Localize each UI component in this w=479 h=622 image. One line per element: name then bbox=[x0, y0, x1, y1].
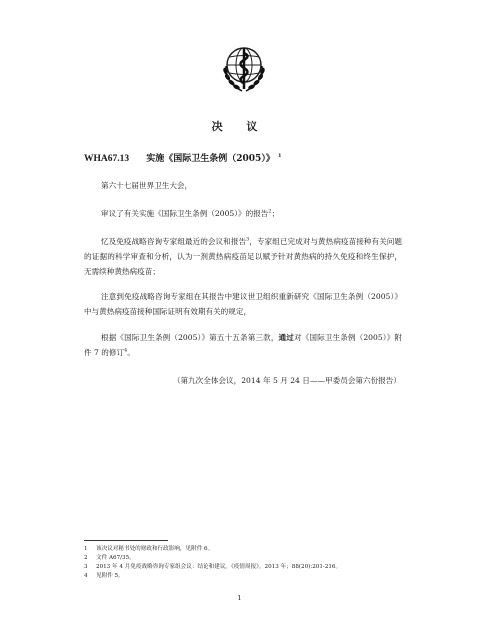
page-number: 1 bbox=[237, 594, 242, 602]
footnote-2 bbox=[84, 554, 135, 563]
footnote-1 bbox=[84, 545, 213, 554]
resolution-title: 实施《国际卫生条例（2005）》 bbox=[146, 154, 275, 164]
page-heading: 决 议 bbox=[211, 120, 268, 133]
paragraph-3 bbox=[84, 234, 402, 279]
who-emblem-icon bbox=[219, 43, 269, 95]
footnote-number: 1 bbox=[84, 546, 88, 552]
resolution-line bbox=[84, 151, 281, 164]
paragraph-5-text-b: 对《国际卫生条例（2005）》附件 7 的修订 bbox=[84, 333, 403, 357]
paragraph-5 bbox=[84, 330, 402, 360]
paragraph-2-text: 审议了有关实施《国际卫生条例（2005）》的报告 bbox=[101, 209, 269, 218]
footnote-3 bbox=[84, 563, 341, 572]
footnote-ref: 2 bbox=[268, 208, 272, 215]
footnote-text: 该决议对秘书处的财政和行政影响，见附件 6。 bbox=[96, 546, 214, 552]
footnote-ref: 3 bbox=[246, 236, 250, 243]
paragraph-3-text-b: ，专家组已完成对与黄热病疫苗接种有关问题的证据的科学审查和分析，认为一剂黄热病疫苗足以赋予针对黄热病的持久免疫和终生保护，无需续种黄热病疫苗； bbox=[84, 237, 403, 276]
paragraph-2-end: ； bbox=[271, 209, 280, 218]
paragraph-4: 注意到免疫战略咨询专家组在其报告中建议世卫组织重新研究《国际卫生条例（2005）》中与黄热病疫苗接种国际证明有效期有关的规定， bbox=[84, 292, 402, 316]
footnote-divider bbox=[84, 540, 168, 541]
paragraph-5-text-a: 根据《国际卫生条例（2005）》第五十五条第三款， bbox=[101, 333, 279, 342]
footnote-4 bbox=[84, 572, 124, 581]
paragraph-1: 第六十七届世界卫生大会， bbox=[101, 181, 193, 190]
footnote-text: 文件 A67/35。 bbox=[96, 555, 135, 561]
closing-note: （第九次全体会议，2014 年 5 月 24 日——甲委员会第六份报告） bbox=[172, 376, 401, 385]
footnote-ref: 1 bbox=[277, 153, 282, 159]
paragraph-5-end: 。 bbox=[127, 348, 135, 357]
footnote-text: 2013 年 4 月免疫战略咨询专家组会议：结论和建议。《疫情周报》。2013 年；88(20):201-216。 bbox=[96, 564, 342, 570]
paragraph-2 bbox=[84, 206, 402, 221]
footnote-number: 4 bbox=[84, 573, 88, 579]
footnote-ref: 4 bbox=[124, 347, 128, 354]
paragraph-5-bold: 通过 bbox=[278, 333, 294, 342]
footnote-number: 3 bbox=[84, 564, 88, 570]
resolution-code: WHA67.13 bbox=[84, 154, 130, 164]
footnote-number: 2 bbox=[84, 555, 88, 561]
paragraph-3-text-a: 忆及免疫战略咨询专家组最近的会议和报告 bbox=[101, 237, 247, 246]
footnote-text: 见附件 5。 bbox=[96, 573, 124, 579]
